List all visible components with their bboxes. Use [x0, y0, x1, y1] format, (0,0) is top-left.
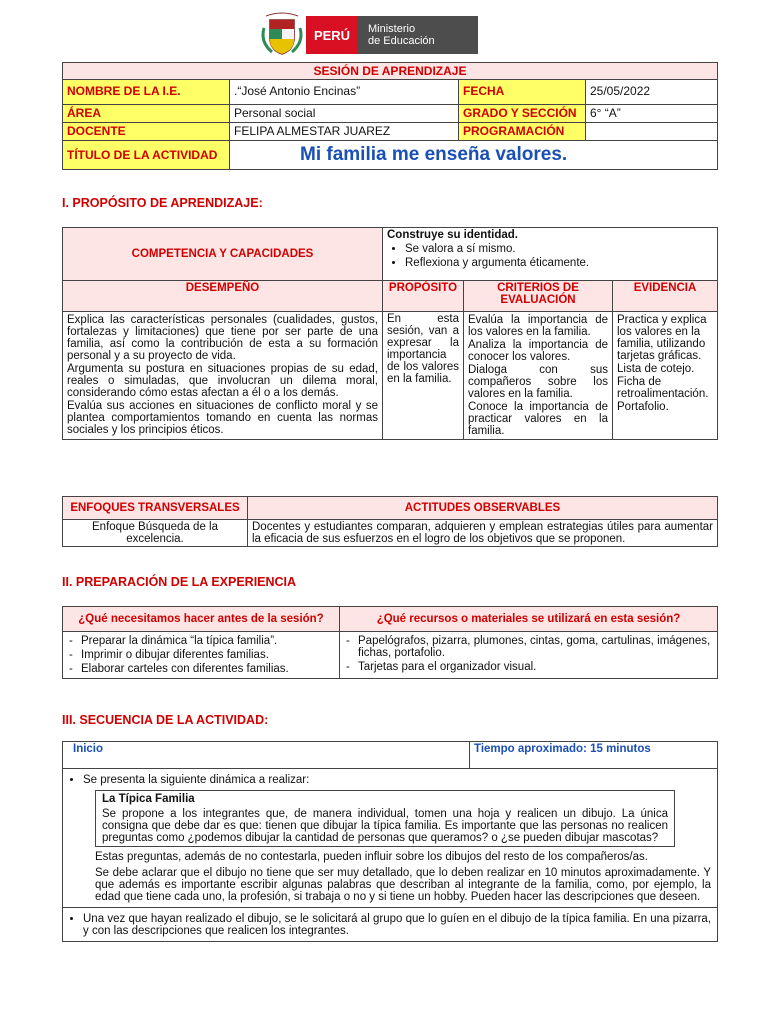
docente-value: FELIPA ALMESTAR JUAREZ	[230, 123, 459, 141]
criterios-header: CRITERIOS DE EVALUACIÓN	[464, 281, 613, 312]
evidencia-item: Lista de cotejo.	[617, 363, 695, 375]
programacion-value	[586, 123, 718, 141]
enfoques-table	[62, 496, 718, 547]
desempeno-item: Explica las características personales (cualidades, gustos, fortalezas y limitaciones) que tiene por ser parte de una familia, así como la contribución de esta a su formación personal y a su proyecto de vida.	[67, 314, 378, 362]
capacidad-item: • Se valora a sí mismo.	[405, 243, 713, 255]
tiempo-label: Tiempo aproximado: 15 minutos	[470, 742, 718, 769]
header	[258, 10, 508, 60]
ie-label: NOMBRE DE LA I.E.	[63, 80, 230, 105]
enfoques-header: ENFOQUES TRANSVERSALES	[63, 497, 248, 520]
actitudes-header: ACTITUDES OBSERVABLES	[248, 497, 718, 520]
section-3-heading: III. SECUENCIA DE LA ACTIVIDAD:	[62, 713, 269, 727]
grado-value: 6° “A”	[586, 105, 718, 123]
evidencia-header: EVIDENCIA	[613, 281, 718, 312]
antes-item: - Preparar la dinámica “la típica familia”.	[67, 635, 335, 647]
preparacion-table	[62, 606, 718, 679]
competencia-title: Construye su identidad.	[387, 229, 518, 241]
antes-list	[67, 635, 335, 675]
section-2-heading: II. PREPARACIÓN DE LA EXPERIENCIA	[62, 575, 297, 589]
secuencia-bullet: • Se presenta la siguiente dinámica a realizar:	[83, 774, 711, 786]
criterio-item: Conoce la importancia de practicar valores en la familia.	[468, 401, 608, 437]
ie-value: .“José Antonio Encinas”	[230, 80, 459, 105]
ministry-box	[358, 16, 478, 54]
proposito-cell: En esta sesión, van a expresar la importancia de los valores en la familia.	[383, 312, 464, 440]
secuencia-para: Estas preguntas, además de no contestarla, pueden influir sobre los dibujos del resto de los compañeros/as.	[95, 851, 648, 863]
recursos-header: ¿Qué recursos o materiales se utilizará en esta sesión?	[340, 607, 718, 632]
secuencia-list	[69, 774, 711, 786]
competencia-label: COMPETENCIA Y CAPACIDADES	[63, 228, 383, 281]
desempeno-item: Argumenta su postura en situaciones propias de su edad, reales o simuladas, que involucran un dilema moral, considerando cómo estas afectan a él o a los demás.	[67, 363, 378, 399]
peru-seal-logo	[258, 10, 306, 58]
ministry-line2: de Educación	[368, 35, 435, 47]
peru-label: PERÚ	[313, 27, 351, 43]
criterio-item: Analiza la importancia de conocer los valores.	[468, 339, 608, 363]
antes-header: ¿Qué necesitamos hacer antes de la sesión?	[63, 607, 340, 632]
secuencia-content	[63, 769, 718, 908]
actitud-cell: Docentes y estudiantes comparan, adquieren y emplean estrategias útiles para aumentar la eficacia de sus esfuerzos en el logro de los objetivos que se proponen.	[248, 520, 718, 547]
evidencia-cell	[613, 312, 718, 440]
session-table	[62, 62, 718, 170]
area-value: Personal social	[230, 105, 459, 123]
area-label: ÁREA	[63, 105, 230, 123]
dinamica-box	[95, 790, 675, 847]
antes-cell	[63, 632, 340, 679]
recurso-item: - Tarjetas para el organizador visual.	[344, 661, 713, 673]
proposito-table	[62, 227, 718, 440]
criterios-cell	[464, 312, 613, 440]
peru-brand-box	[306, 16, 358, 54]
antes-item: - Elaborar carteles con diferentes familias.	[67, 663, 335, 675]
docente-label: DOCENTE	[63, 123, 230, 141]
evidencia-item: Practica y explica los valores en la familia, utilizando tarjetas gráficas.	[617, 314, 707, 362]
recurso-item: - Papelógrafos, pizarra, plumones, cintas, goma, cartulinas, imágenes, fichas, portafolio.	[344, 635, 713, 659]
capacidad-item: • Reflexiona y argumenta éticamente.	[405, 257, 713, 269]
desempeno-cell	[63, 312, 383, 440]
section-1-heading: I. PROPÓSITO DE APRENDIZAJE:	[62, 196, 263, 210]
secuencia-content-2	[63, 908, 718, 942]
dinamica-title: La Típica Familia	[102, 793, 195, 805]
desempeno-item: Evalúa sus acciones en situaciones de conflicto moral y se plantea comportamientos tomando en cuenta las normas sociales y los principios éticos.	[67, 400, 378, 436]
grado-label: GRADO Y SECCIÓN	[459, 105, 586, 123]
titulo-value: Mi familia me enseña valores.	[230, 141, 718, 170]
evidencia-item: Ficha de retroalimentación.	[617, 376, 709, 400]
ministry-line1: Ministerio	[368, 23, 416, 35]
secuencia-bullet: • Una vez que hayan realizado el dibujo, se le solicitará al grupo que lo guíen en el dibujo de la típica familia. En una pizarra, y con las descripciones que realicen los integrantes.	[83, 913, 711, 937]
programacion-label: PROGRAMACIÓN	[459, 123, 586, 141]
session-title: SESIÓN DE APRENDIZAJE	[63, 63, 718, 80]
enfoque-cell: Enfoque Búsqueda de la excelencia.	[63, 520, 248, 547]
capacidades-list	[387, 243, 713, 269]
competencia-cell	[383, 228, 718, 281]
fecha-label: FECHA	[459, 80, 586, 105]
inicio-label: Inicio	[63, 742, 470, 769]
secuencia-para: Se debe aclarar que el dibujo no tiene que ser muy detallado, que lo deben realizar en 10 minutos aproximadamente. Y que además es importante escribir algunas palabras que describan al integrante de la familia, como, por ejemplo, la edad que tiene cada uno, la profesión, si trabaja o no y si tiene un hobby. Pueden hacer las descripciones que deseen.	[95, 867, 711, 903]
antes-item: - Imprimir o dibujar diferentes familias.	[67, 649, 335, 661]
recursos-list	[344, 635, 713, 673]
criterio-item: Evalúa la importancia de los valores en la familia.	[468, 314, 608, 338]
secuencia-list-2	[69, 913, 711, 937]
secuencia-table	[62, 741, 718, 942]
proposito-header: PROPÓSITO	[383, 281, 464, 312]
desempeno-header: DESEMPEÑO	[63, 281, 383, 312]
fecha-value: 25/05/2022	[586, 80, 718, 105]
titulo-label: TÍTULO DE LA ACTIVIDAD	[63, 141, 230, 170]
recursos-cell	[340, 632, 718, 679]
evidencia-item: Portafolio.	[617, 401, 669, 413]
criterio-item: Dialoga con sus compañeros sobre los valores en la familia.	[468, 364, 608, 400]
dinamica-text: Se propone a los integrantes que, de manera individual, tomen una hoja y realicen un dibujo. La única consigna que debe dar es que: tienen que dibujar la típica familia. Es importante que las personas no realicen preguntas como ¿podemos dibujar la cantidad de personas que queramos? o ¿se pueden dibujar mascotas?	[102, 808, 668, 844]
